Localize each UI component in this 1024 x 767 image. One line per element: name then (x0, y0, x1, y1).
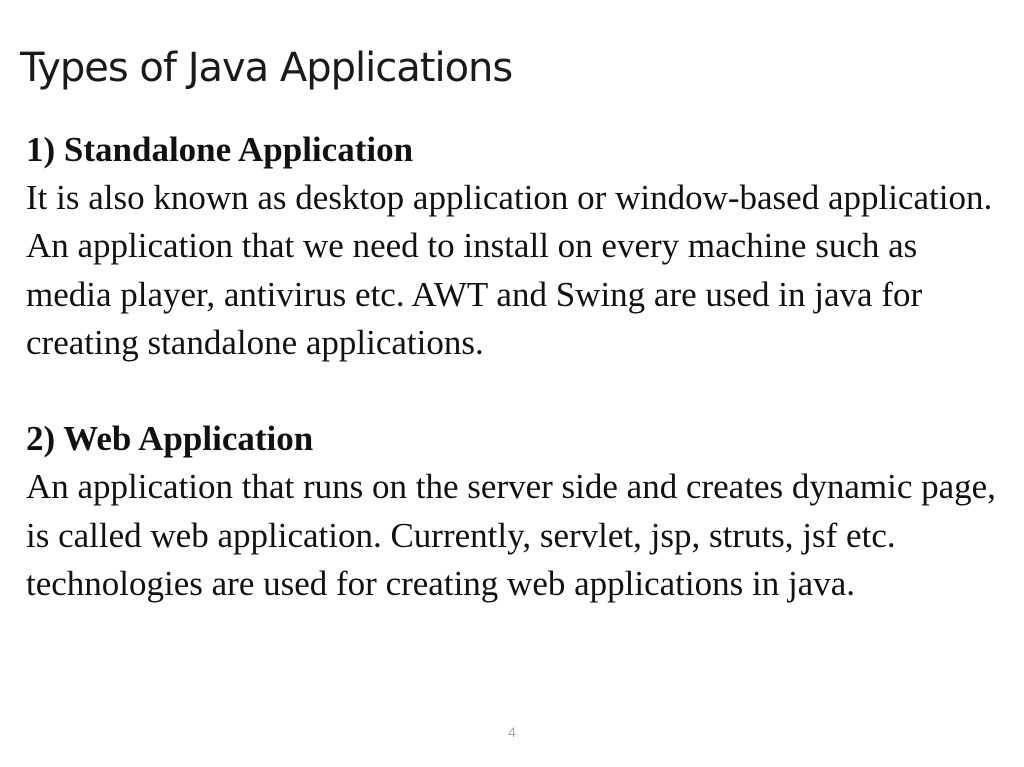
section-heading: 1) Standalone Application (26, 130, 414, 169)
section-standalone-application (26, 126, 1001, 367)
section-body: An application that runs on the server side and creates dynamic page, is called web application. Currently, servlet, jsp, struts, jsf etc. technologies are used for creating web applications in java. (26, 467, 996, 603)
section-web-application (26, 415, 1001, 608)
page-number: 4 (508, 724, 516, 740)
section-body: It is also known as desktop application or window-based application. An application that we need to install on every machine such as media player, antivirus etc. AWT and Swing are used in java for creating standalone applications. (26, 178, 993, 362)
section-heading: 2) Web Application (26, 419, 314, 459)
slide-title: Types of Java Applications (20, 45, 513, 91)
slide-content (26, 126, 1001, 608)
